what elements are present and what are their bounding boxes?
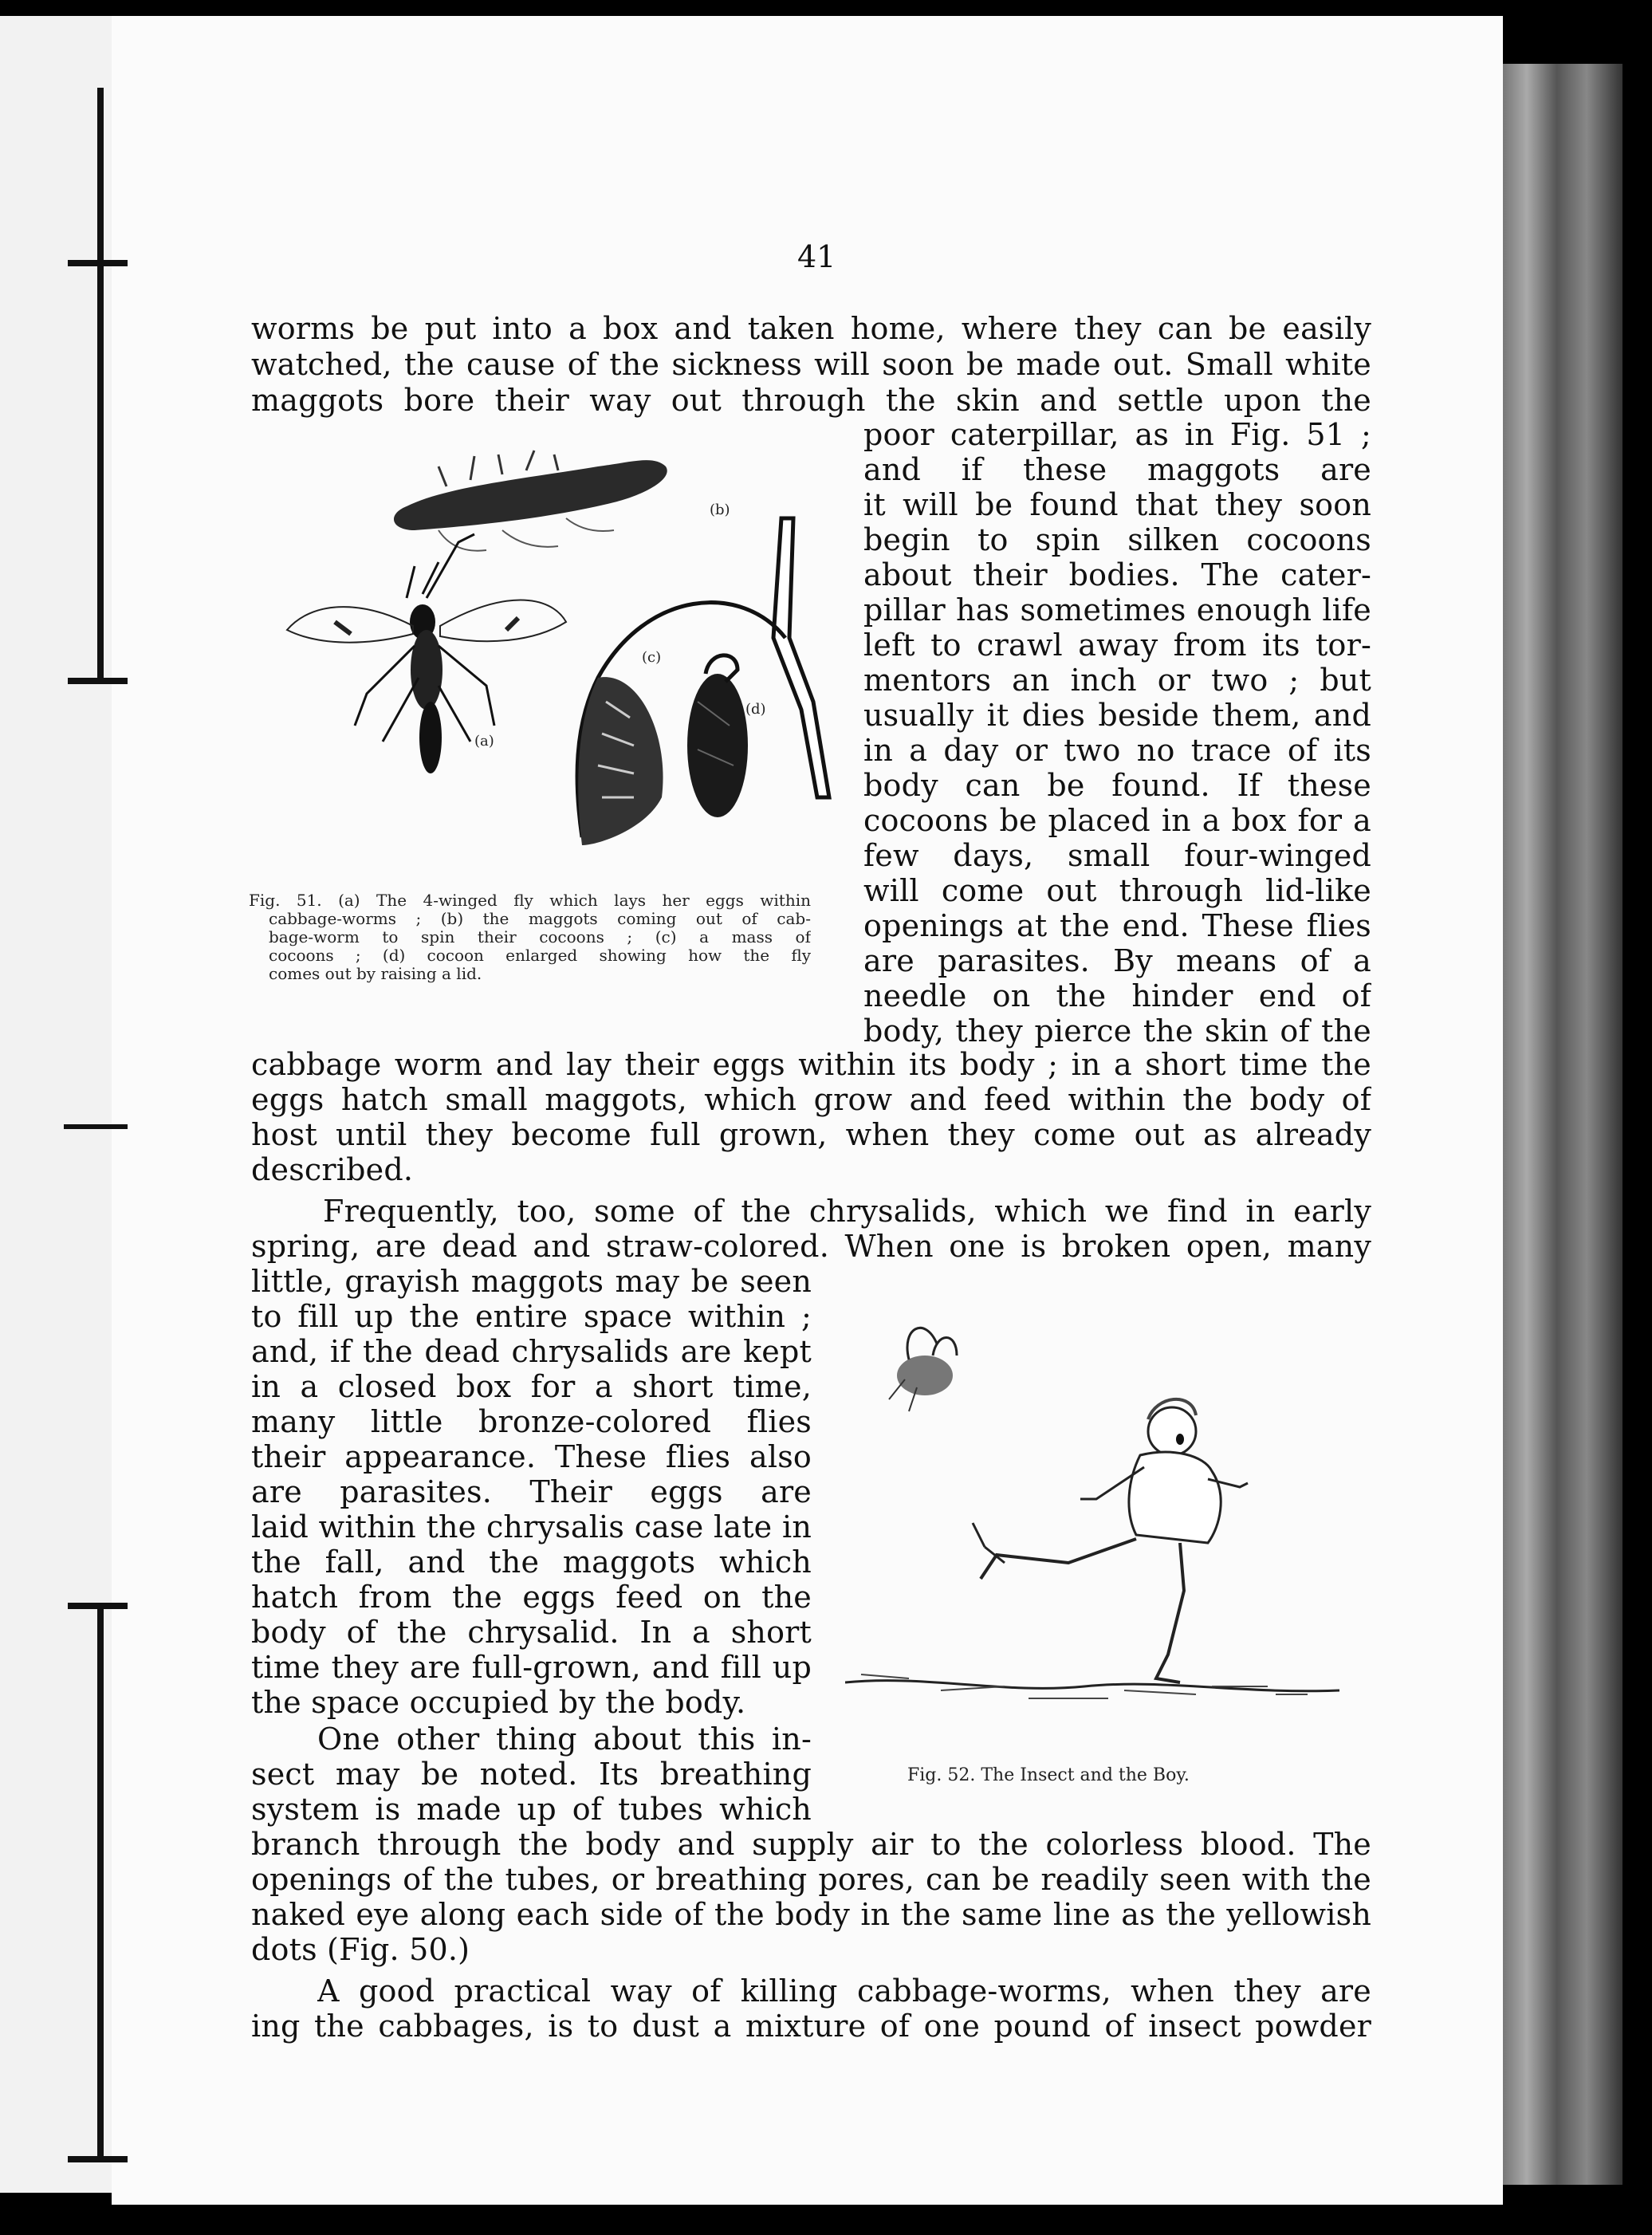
text-line: worms be put into a box and taken home, where they can be easily (251, 311, 1371, 346)
text-line: Frequently, too, some of the chrysalids, which we find in early (323, 1194, 1371, 1229)
text-line: dots (Fig. 50.) (251, 1932, 470, 1967)
text-line: spring, are dead and straw-colored. When one is broken open, many (251, 1229, 1371, 1264)
text-line: it will be found that they soon (863, 487, 1371, 522)
binding-mark (64, 1124, 128, 1129)
text-line: openings at the end. These flies (863, 908, 1371, 943)
ground-drawing (845, 1674, 1339, 1698)
label-c: (c) (642, 649, 662, 666)
binding-mark (68, 260, 128, 266)
text-line: body can be found. If these (863, 768, 1371, 803)
text-line: system is made up of tubes which (251, 1792, 812, 1827)
figure-52-caption: Fig. 52. The Insect and the Boy. (907, 1765, 1190, 1785)
text-line: A good practical way of killing cabbage-worms, when they are (317, 1973, 1371, 2009)
text-line: watched, the cause of the sickness will soon be made out. Small white (251, 347, 1371, 382)
text-line: hatch from the eggs feed on the (251, 1580, 812, 1615)
caption-line: cocoons ; (d) cocoon enlarged showing how the fly (269, 946, 811, 965)
text-line: cabbage worm and lay their eggs within its body ; in a short time the (251, 1047, 1371, 1082)
text-line: usually it dies beside them, and (863, 698, 1371, 733)
text-line: eggs hatch small maggots, which grow and feed within the body of (251, 1082, 1371, 1117)
binding-mark (68, 678, 128, 684)
text-line: left to crawl away from its tor- (863, 628, 1371, 663)
text-line: ing the cabbages, is to dust a mixture of one pound of insect powder (251, 2009, 1371, 2044)
book-spine (1503, 64, 1622, 2185)
binding-mark (68, 1603, 128, 1609)
text-line: will come out through lid-like (863, 873, 1371, 908)
text-line: pillar has sometimes enough life (863, 592, 1371, 628)
text-line: begin to spin silken cocoons (863, 522, 1371, 557)
text-line: branch through the body and supply air to the colorless blood. The (251, 1827, 1371, 1862)
text-line: little, grayish maggots may be seen (251, 1264, 812, 1299)
text-line: naked eye along each side of the body in the same line as the yellowish (251, 1897, 1371, 1932)
text-line: described. (251, 1152, 414, 1187)
text-line: maggots bore their way out through the skin and settle upon the (251, 383, 1371, 418)
fly-drawing (889, 1328, 957, 1411)
caption-line: comes out by raising a lid. (269, 964, 482, 983)
page-number: 41 (797, 239, 836, 274)
text-line: poor caterpillar, as in Fig. 51 ; (863, 417, 1371, 452)
text-line: are parasites. Their eggs are (251, 1474, 812, 1509)
text-line: are parasites. By means of a (863, 943, 1371, 978)
binding-mark (68, 2156, 128, 2162)
text-line: body, they pierce the skin of the (863, 1013, 1371, 1049)
cocoon-drawing (577, 518, 829, 845)
text-line: mentors an inch or two ; but (863, 663, 1371, 698)
wasp-drawing (287, 534, 566, 773)
text-line: the space occupied by the body. (251, 1685, 746, 1720)
text-line: body of the chrysalid. In a short (251, 1615, 812, 1650)
label-a: (a) (474, 733, 494, 750)
text-line: host until they become full grown, when they come out as already (251, 1117, 1371, 1152)
figure-52-illustration (845, 1292, 1339, 1738)
text-line: and, if the dead chrysalids are kept (251, 1334, 812, 1369)
caption-line: Fig. 51. (a) The 4-winged fly which lays her eggs within (249, 891, 811, 910)
caption-line: cabbage-worms ; (b) the maggots coming out of cab- (269, 910, 811, 928)
text-line: laid within the chrysalis case late in (251, 1509, 812, 1544)
text-line: openings of the tubes, or breathing pores, can be readily seen with the (251, 1862, 1371, 1897)
text-line: few days, small four-winged (863, 838, 1371, 873)
text-line: sect may be noted. Its breathing (251, 1757, 812, 1792)
running-boy-drawing (973, 1399, 1248, 1682)
text-line: and if these maggots are (863, 452, 1371, 487)
text-line: the fall, and the maggots which (251, 1544, 812, 1580)
binding-mark (97, 88, 104, 678)
caterpillar-drawing (394, 451, 730, 551)
text-line: in a day or two no trace of its (863, 733, 1371, 768)
text-line: many little bronze-colored flies (251, 1404, 812, 1439)
text-line: time they are full-grown, and fill up (251, 1650, 812, 1685)
text-line: in a closed box for a short time, (251, 1369, 812, 1404)
label-d: (d) (745, 701, 766, 718)
caption-line: bage-worm to spin their cocoons ; (c) a mass of (269, 928, 811, 946)
left-page-edge (0, 16, 112, 2193)
text-line: cocoons be placed in a box for a (863, 803, 1371, 838)
figure-51-illustration (263, 431, 845, 861)
text-line: about their bodies. The cater- (863, 557, 1371, 592)
text-line: to fill up the entire space within ; (251, 1299, 812, 1334)
text-line: their appearance. These flies also (251, 1439, 812, 1474)
binding-mark (97, 1603, 104, 2161)
label-b: (b) (710, 502, 730, 518)
text-line: needle on the hinder end of (863, 978, 1371, 1013)
text-line: One other thing about this in- (317, 1722, 812, 1757)
